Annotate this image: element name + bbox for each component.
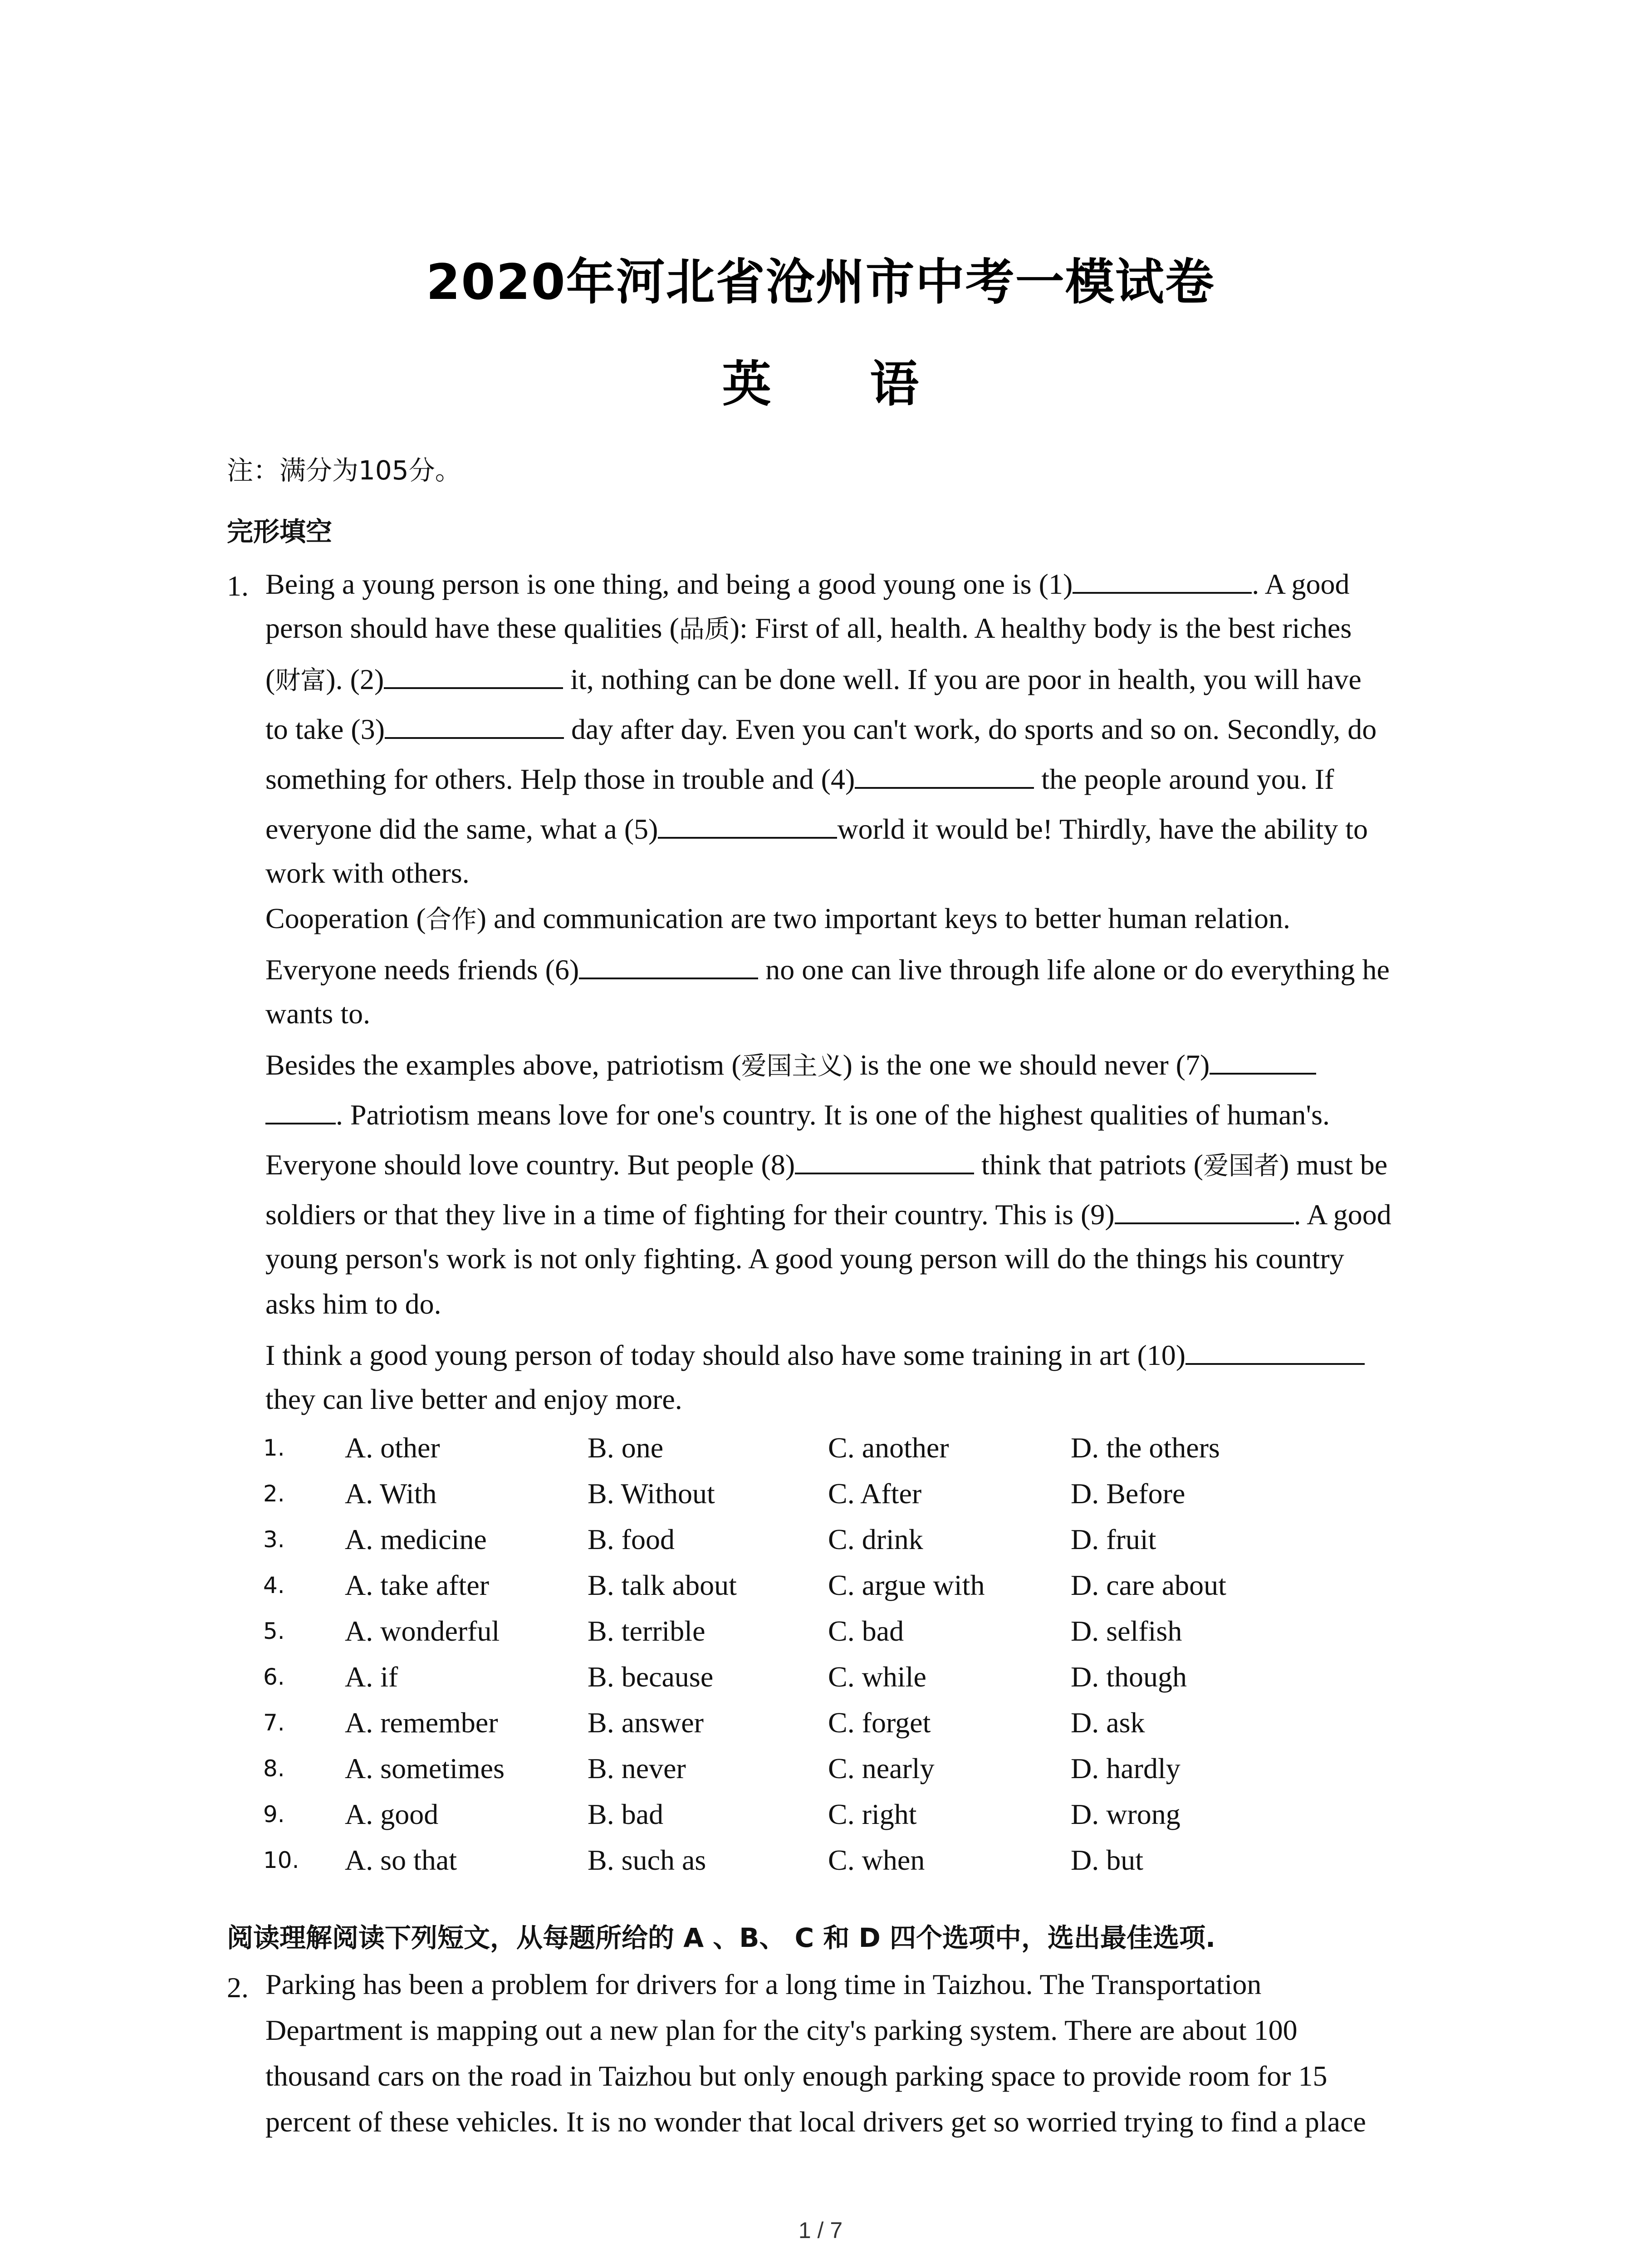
- passage-text: work with others.: [265, 857, 470, 889]
- passage-text: day after day. Even you can't work, do sports and so on. Secondly, do: [564, 713, 1377, 745]
- passage-text: ) must be: [1279, 1149, 1388, 1181]
- option-a: A. so that: [345, 1844, 457, 1876]
- option-a: A. take after: [345, 1569, 490, 1601]
- answer-blank-2: [384, 660, 563, 689]
- answer-blank-8: [795, 1145, 974, 1174]
- passage-text: something for others. Help those in trouble and (4): [265, 763, 855, 795]
- answer-blank-1: [1073, 565, 1252, 594]
- passage-text: world it would be! Thirdly, have the ability to: [837, 813, 1368, 845]
- option-c: C. forget: [828, 1706, 931, 1739]
- passage-text: to take (3): [265, 713, 385, 745]
- passage-line: [265, 610, 1352, 648]
- answer-blank-6: [579, 950, 758, 979]
- option-row: [263, 1752, 1307, 1797]
- option-c: C. drink: [828, 1523, 923, 1555]
- option-c: C. bad: [828, 1615, 904, 1647]
- option-row: [263, 1843, 1307, 1889]
- option-b: B. food: [588, 1523, 675, 1555]
- exam-title: 2020年河北省沧州市中考一模试卷: [426, 254, 1215, 311]
- option-row: [263, 1569, 1307, 1614]
- passage-text: no one can live through life alone or do everything he: [758, 953, 1390, 986]
- reading-heading: 阅读理解阅读下列短文，从每题所给的 A 、B、 C 和 D 四个选项中，选出最佳选项.: [227, 1922, 1215, 1953]
- option-b: B. bad: [588, 1798, 664, 1830]
- option-row: [263, 1706, 1307, 1751]
- passage-text: thousand cars on the road in Taizhou but only enough parking space to provide room for 15: [265, 2060, 1327, 2092]
- chinese-gloss: 品质: [679, 615, 730, 644]
- option-number: 1.: [263, 1435, 285, 1461]
- option-d: D. selfish: [1071, 1615, 1182, 1647]
- passage-text: . A good: [1293, 1198, 1391, 1231]
- answer-blank-9: [1115, 1195, 1294, 1224]
- option-d: D. wrong: [1071, 1798, 1181, 1830]
- option-a: A. wonderful: [345, 1615, 500, 1647]
- passage-line: [265, 1095, 1330, 1133]
- option-row: [263, 1614, 1307, 1660]
- passage-line: [265, 2058, 1327, 2094]
- option-b: B. talk about: [588, 1569, 737, 1601]
- subject-title: 英 语: [722, 356, 960, 413]
- option-number: 7.: [263, 1710, 285, 1736]
- option-b: B. because: [588, 1661, 714, 1693]
- passage-line: [265, 950, 1390, 988]
- passage-text: ): First of all, health. A healthy body is the best riches: [730, 612, 1352, 644]
- option-c: C. right: [828, 1798, 917, 1830]
- chinese-gloss: 合作: [426, 905, 477, 934]
- passage-text: soldiers or that they live in a time of fighting for their country. This is (9): [265, 1198, 1115, 1231]
- option-row: [263, 1431, 1307, 1476]
- option-number: 9.: [263, 1801, 285, 1828]
- passage-text: ) is the one we should never (7): [843, 1049, 1210, 1081]
- option-number: 10.: [263, 1847, 299, 1873]
- passage-line: [265, 1966, 1261, 2003]
- passage-text: they can live better and enjoy more.: [265, 1383, 682, 1415]
- option-d: D. hardly: [1071, 1752, 1181, 1784]
- chinese-gloss: 爱国主义: [741, 1051, 843, 1081]
- passage-line: [265, 810, 1368, 847]
- option-number: 8.: [263, 1755, 285, 1782]
- answer-blank-7-continued: [265, 1095, 336, 1124]
- passage-text: Besides the examples above, patriotism (: [265, 1049, 741, 1081]
- option-b: B. such as: [588, 1844, 706, 1876]
- passage-text: Parking has been a problem for drivers for a long time in Taizhou. The Transportation: [265, 1968, 1262, 2000]
- option-d: D. ask: [1071, 1706, 1145, 1739]
- option-a: A. other: [345, 1432, 440, 1464]
- option-number: 6.: [263, 1664, 285, 1690]
- passage-line: [265, 1046, 1316, 1085]
- option-a: A. good: [345, 1798, 439, 1830]
- passage-text: it, nothing can be done well. If you are poor in health, you will have: [563, 663, 1362, 695]
- passage-text: Everyone should love country. But people (8): [265, 1149, 795, 1181]
- option-b: B. answer: [588, 1706, 704, 1739]
- passage-line: [265, 900, 1290, 938]
- passage-text: percent of these vehicles. It is no wonder that local drivers get so worried trying to find a place: [265, 2106, 1366, 2138]
- passage-line: [265, 2012, 1298, 2048]
- passage-text: . Patriotism means love for one's country. It is one of the highest qualities of human's.: [336, 1099, 1330, 1131]
- question-2-number: 2.: [227, 1971, 249, 2004]
- passage-line: [265, 2104, 1366, 2140]
- passage-text: (: [265, 663, 275, 695]
- option-d: D. fruit: [1071, 1523, 1156, 1555]
- passage-text: wants to.: [265, 997, 371, 1030]
- passage-line: [265, 1286, 441, 1322]
- passage-line: [265, 760, 1334, 797]
- passage-text: person should have these qualities (: [265, 612, 679, 644]
- option-number: 2.: [263, 1481, 285, 1507]
- option-row: [263, 1798, 1307, 1843]
- option-a: A. medicine: [345, 1523, 487, 1555]
- option-number: 5.: [263, 1618, 285, 1644]
- passage-text: I think a good young person of today should also have some training in art (10): [265, 1339, 1186, 1371]
- passage-text: Cooperation (: [265, 902, 426, 934]
- option-row: [263, 1477, 1307, 1522]
- passage-line: [265, 710, 1376, 748]
- answer-blank-10: [1185, 1336, 1365, 1365]
- passage-line: [265, 1241, 1344, 1277]
- passage-text: everyone did the same, what a (5): [265, 813, 658, 845]
- question-1-number: 1.: [227, 570, 249, 602]
- score-note: 注：满分为105分。: [227, 455, 461, 486]
- option-c: C. when: [828, 1844, 925, 1876]
- option-c: C. After: [828, 1477, 922, 1510]
- option-a: A. if: [345, 1661, 398, 1693]
- option-d: D. the others: [1071, 1432, 1220, 1464]
- chinese-gloss: 爱国者: [1203, 1151, 1279, 1181]
- option-b: B. terrible: [588, 1615, 705, 1647]
- option-c: C. argue with: [828, 1569, 985, 1601]
- option-d: D. Before: [1071, 1477, 1185, 1510]
- answer-blank-7: [1210, 1046, 1316, 1075]
- option-c: C. nearly: [828, 1752, 935, 1784]
- cloze-heading: 完形填空: [227, 516, 333, 547]
- passage-line: [265, 996, 370, 1032]
- passage-line: [265, 660, 1362, 699]
- passage-text: Department is mapping out a new plan for the city's parking system. There are about 100: [265, 2014, 1298, 2046]
- option-b: B. never: [588, 1752, 686, 1784]
- passage-text: Everyone needs friends (6): [265, 953, 579, 986]
- passage-line: [265, 565, 1349, 602]
- passage-line: [265, 1336, 1365, 1374]
- passage-text: asks him to do.: [265, 1288, 441, 1320]
- chinese-gloss: 财富: [275, 666, 326, 695]
- option-a: A. sometimes: [345, 1752, 505, 1784]
- passage-text: think that patriots (: [974, 1149, 1203, 1181]
- passage-text: Being a young person is one thing, and being a good young one is (1): [265, 568, 1073, 600]
- option-c: C. while: [828, 1661, 926, 1693]
- answer-blank-3: [385, 710, 564, 739]
- passage-text: young person's work is not only fighting. A good young person will do the things his country: [265, 1242, 1344, 1275]
- option-d: D. though: [1071, 1661, 1187, 1693]
- option-c: C. another: [828, 1432, 949, 1464]
- passage-text: the people around you. If: [1034, 763, 1334, 795]
- passage-line: [265, 855, 470, 891]
- passage-text: ) and communication are two important keys to better human relation.: [476, 902, 1290, 934]
- answer-blank-5: [658, 810, 837, 839]
- page-number: 1 / 7: [798, 2218, 843, 2243]
- option-row: [263, 1523, 1307, 1568]
- passage-line: [265, 1195, 1391, 1233]
- option-number: 4.: [263, 1572, 285, 1598]
- option-b: B. one: [588, 1432, 664, 1464]
- option-d: D. care about: [1071, 1569, 1226, 1601]
- option-b: B. Without: [588, 1477, 715, 1510]
- passage-text: . A good: [1252, 568, 1350, 600]
- option-a: A. With: [345, 1477, 437, 1510]
- passage-text: ). (2): [326, 663, 384, 695]
- option-row: [263, 1660, 1307, 1706]
- option-number: 3.: [263, 1526, 285, 1553]
- passage-line: [265, 1381, 682, 1418]
- option-d: D. but: [1071, 1844, 1143, 1876]
- answer-blank-4: [855, 760, 1034, 789]
- option-a: A. remember: [345, 1706, 498, 1739]
- passage-line: [265, 1145, 1387, 1184]
